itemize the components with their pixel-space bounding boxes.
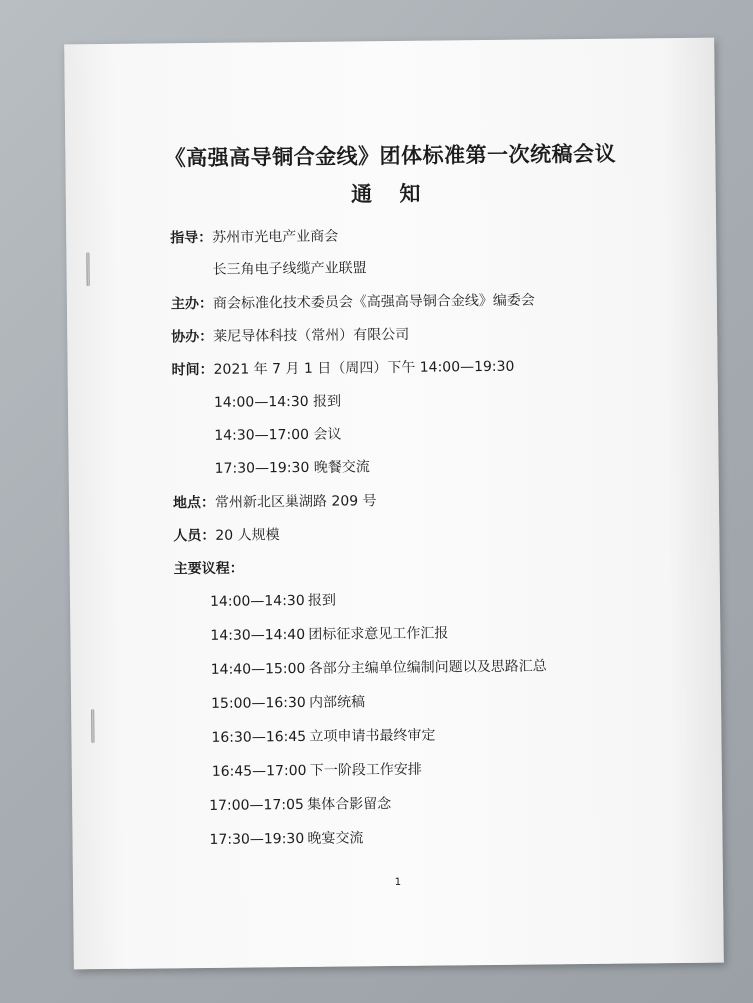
- guide-label: 指导：: [170, 229, 213, 247]
- schedule-text: 会议: [313, 426, 342, 443]
- agenda-text: 集体合影留念: [307, 796, 392, 813]
- agenda-item: [212, 759, 422, 781]
- schedule-text: 晚餐交流: [313, 459, 370, 476]
- host-label: 主办：: [170, 295, 213, 313]
- schedule-item: [214, 391, 341, 412]
- cohost-label: 协办：: [171, 328, 214, 346]
- agenda-text: 内部统稿: [308, 694, 366, 711]
- guide-value-2: 长三角电子线缆产业联盟: [212, 260, 367, 278]
- schedule-time: 14:00—14:30: [213, 393, 309, 411]
- agenda-text: 晚宴交流: [307, 830, 364, 847]
- agenda-item: [211, 725, 435, 747]
- guide-value-1: 苏州市光电产业商会: [212, 228, 339, 246]
- agenda-time: 14:40—15:00: [210, 660, 306, 678]
- agenda-item: [210, 590, 336, 611]
- agenda-time: 17:00—17:05: [209, 796, 304, 814]
- agenda-time: 16:30—16:45: [211, 728, 307, 746]
- staple: [91, 709, 94, 743]
- agenda-item: [209, 793, 391, 815]
- host-value: 商会标准化技术委员会《高强高导铜合金线》编委会: [212, 292, 535, 312]
- agenda-text: 下一阶段工作安排: [309, 761, 422, 779]
- agenda-time: 14:00—14:30: [209, 592, 305, 610]
- agenda-text: 报到: [307, 592, 337, 609]
- schedule-text: 报到: [313, 393, 342, 410]
- host-row: [171, 290, 535, 314]
- place-label: 地点：: [172, 494, 216, 512]
- people-value: 20 人规模: [215, 527, 280, 544]
- agenda-time: 14:30—14:40: [210, 626, 306, 644]
- agenda-item: [211, 691, 365, 713]
- page-number: 1: [394, 876, 402, 889]
- cohost-row: [171, 324, 409, 346]
- agenda-item: [211, 655, 547, 679]
- agenda-item: [210, 622, 448, 644]
- schedule-item: [215, 456, 370, 478]
- schedule-time: 17:30—19:30: [214, 459, 310, 477]
- cohost-value: 莱尼导体科技（常州）有限公司: [213, 326, 410, 345]
- agenda-item: [209, 827, 363, 849]
- agenda-time: 17:30—19:30: [209, 830, 305, 848]
- time-row: [171, 356, 514, 380]
- paper-sheet: [64, 38, 724, 970]
- agenda-time: 15:00—16:30: [211, 694, 306, 712]
- people-label: 人员：: [173, 527, 216, 545]
- place-row: [173, 490, 377, 512]
- schedule-item: [214, 424, 341, 445]
- agenda-time: 16:45—17:00: [211, 762, 307, 780]
- document-title: 《高强高导铜合金线》团体标准第一次统稿会议: [164, 141, 617, 171]
- time-label: 时间：: [171, 361, 214, 379]
- guide-row: [170, 226, 338, 248]
- agenda-text: 团标征求意见工作汇报: [308, 625, 449, 643]
- schedule-time: 14:30—17:00: [214, 426, 310, 444]
- agenda-label: 主要议程：: [173, 560, 244, 578]
- document-subtitle: 通 知: [350, 181, 431, 207]
- agenda-text: 立项申请书最终审定: [309, 727, 436, 745]
- place-value: 常州新北区巢湖路 209 号: [214, 493, 377, 511]
- people-row: [173, 524, 279, 545]
- agenda-text: 各部分主编单位编制问题以及思路汇总: [308, 658, 547, 677]
- staple: [86, 252, 89, 286]
- time-value: 2021 年 7 月 1 日（周四）下午 14:00—19:30: [213, 358, 515, 378]
